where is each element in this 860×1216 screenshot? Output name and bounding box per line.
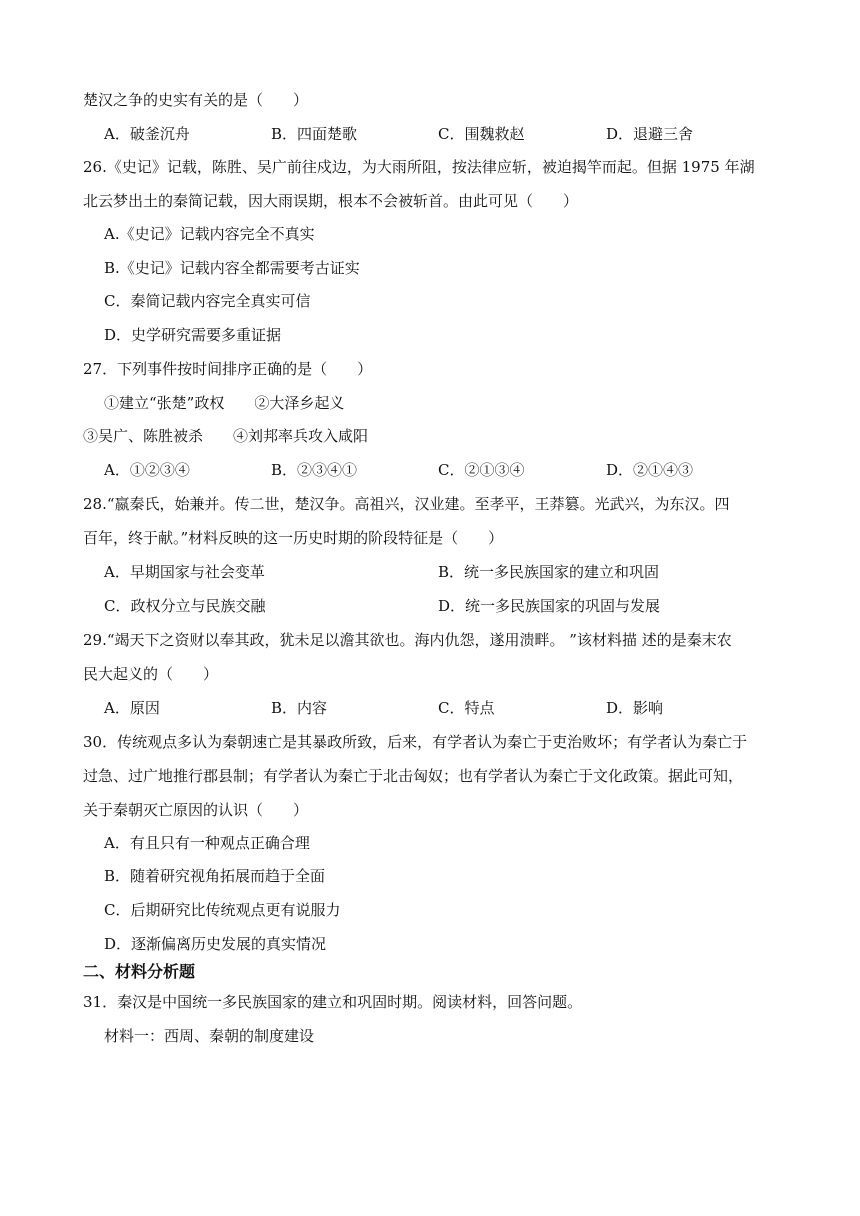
q25-option-b: B．四面楚歌	[271, 125, 358, 143]
q30-stem-line-3: 关于秦朝灭亡原因的认识（ ）	[83, 801, 309, 819]
q25-option-c: C．围魏救赵	[438, 125, 525, 143]
q26-option-a: A.《史记》记载内容完全不真实	[104, 225, 315, 243]
q26-option-c: C．秦简记载内容完全真实可信	[104, 292, 311, 310]
q29-option-b: B．内容	[271, 699, 328, 717]
q26-option-d: D．史学研究需要多重证据	[104, 326, 282, 344]
q30-option-d: D．逐渐偏离历史发展的真实情况	[104, 935, 327, 953]
q27-option-a: A．①②③④	[104, 461, 190, 479]
q31-material-label: 材料一：西周、秦朝的制度建设	[104, 1027, 315, 1045]
q29-stem-line-2: 民大起义的（ ）	[83, 665, 219, 683]
q29-stem-line-1: 29.“竭天下之资财以奉其政，犹未足以澹其欲也。海内仇怨，遂用溃畔。 ”该材料描 述的是秦末农	[83, 631, 732, 649]
q30-option-c: C．后期研究比传统观点更有说服力	[104, 901, 341, 919]
q30-option-a: A．有且只有一种观点正确合理	[104, 834, 310, 852]
q30-stem-line-1: 30．传统观点多认为秦朝速亡是其暴政所致，后来，有学者认为秦亡于吏治败坏；有学者认为秦亡于	[83, 733, 748, 751]
q30-option-b: B．随着研究视角拓展而趋于全面	[104, 867, 326, 885]
q27-items-line-2: ③吴广、陈胜被杀 ④刘邦率兵攻入咸阳	[83, 427, 369, 445]
q26-stem-line-2: 北云梦出土的秦简记载，因大雨误期，根本不会被斩首。由此可见（ ）	[83, 192, 579, 210]
q28-option-b: B．统一多民族国家的建立和巩固	[438, 563, 660, 581]
q26-stem-line-1: 26.《史记》记载，陈胜、吴广前往戍边，为大雨所阻，按法律应斩，被迫揭竿而起。但据 1975 年湖	[83, 158, 755, 176]
q29-option-a: A．原因	[104, 699, 160, 717]
q28-option-a: A．早期国家与社会变革	[104, 563, 265, 581]
q27-option-b: B．②③④①	[271, 461, 358, 479]
q30-stem-line-2: 过急、过广地推行郡县制；有学者认为秦亡于北击匈奴；也有学者认为秦亡于文化政策。据此可知，	[83, 767, 744, 785]
q28-stem-line-1: 28.“嬴秦氏，始兼并。传二世，楚汉争。高祖兴，汉业建。至孝平，王莽篡。光武兴，为东汉。四	[83, 495, 730, 513]
q28-option-c: C．政权分立与民族交融	[104, 597, 266, 615]
q31-stem-line: 31．秦汉是中国统一多民族国家的建立和巩固时期。阅读材料，回答问题。	[83, 993, 583, 1011]
q27-stem-line: 27．下列事件按时间排序正确的是（ ）	[83, 360, 373, 378]
q27-option-d: D．②①④③	[606, 461, 694, 479]
q26-option-b: B.《史记》记载内容全都需要考古证实	[104, 259, 360, 277]
q29-option-d: D．影响	[606, 699, 664, 717]
q28-option-d: D．统一多民族国家的巩固与发展	[438, 597, 661, 615]
q28-stem-line-2: 百年，终于献。”材料反映的这一历史时期的阶段特征是（ ）	[83, 529, 504, 547]
q25-stem-line: 楚汉之争的史实有关的是（ ）	[83, 91, 309, 109]
q29-option-c: C．特点	[438, 699, 495, 717]
section-heading: 二、材料分析题	[83, 962, 196, 981]
q27-option-c: C．②①③④	[438, 461, 525, 479]
q25-option-d: D．退避三舍	[606, 125, 694, 143]
q25-option-a: A．破釜沉舟	[104, 125, 190, 143]
q27-items-line-1: ①建立“张楚”政权 ②大泽乡起义	[104, 394, 345, 412]
